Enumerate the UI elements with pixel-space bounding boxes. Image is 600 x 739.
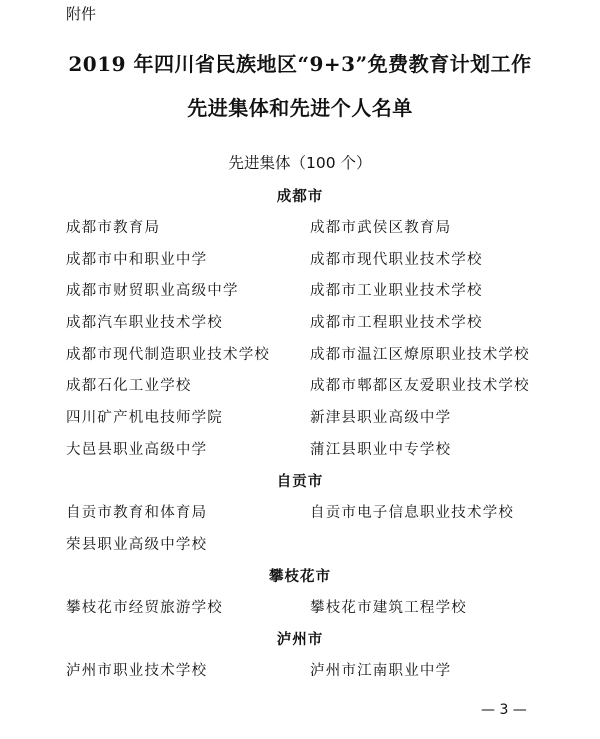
unit-row — [0, 248, 600, 270]
unit-name: 成都汽车职业技术学校 — [66, 315, 223, 331]
unit-row — [0, 343, 600, 365]
page-number: — 3 — — [481, 702, 527, 718]
unit-row — [0, 216, 600, 238]
unit-name: 自贡市教育和体育局 — [66, 505, 208, 521]
unit-name: 成都市工程职业技术学校 — [310, 315, 483, 331]
unit-row — [0, 533, 600, 555]
unit-row — [0, 659, 600, 681]
unit-name: 荣县职业高级中学校 — [66, 537, 208, 553]
unit-name: 蒲江县职业中专学校 — [310, 442, 452, 458]
unit-name: 成都市工业职业技术学校 — [310, 283, 483, 299]
unit-row — [0, 406, 600, 428]
unit-name: 成都市财贸职业高级中学 — [66, 283, 239, 299]
unit-row — [0, 311, 600, 333]
unit-name: 攀枝花市建筑工程学校 — [310, 600, 467, 616]
annex-label: 附件 — [66, 5, 97, 23]
unit-name: 成都市武侯区教育局 — [310, 220, 452, 236]
document-title-line-2: 先进集体和先进个人名单 — [187, 96, 413, 120]
unit-name: 四川矿产机电技师学院 — [66, 410, 223, 426]
unit-name: 大邑县职业高级中学 — [66, 442, 208, 458]
unit-row — [0, 501, 600, 523]
city-heading-luzhou: 泸州市 — [276, 632, 324, 648]
unit-row — [0, 374, 600, 396]
unit-name: 攀枝花市经贸旅游学校 — [66, 600, 223, 616]
unit-row — [0, 279, 600, 301]
city-heading-chengdu: 成都市 — [276, 189, 324, 205]
unit-name: 成都市温江区燎原职业技术学校 — [310, 347, 530, 363]
unit-name: 成都市现代制造职业技术学校 — [66, 347, 271, 363]
unit-name: 自贡市电子信息职业技术学校 — [310, 505, 515, 521]
unit-name: 成都市郫都区友爱职业技术学校 — [310, 378, 530, 394]
unit-row — [0, 438, 600, 460]
unit-row — [0, 596, 600, 618]
city-heading-zigong: 自贡市 — [276, 474, 324, 490]
unit-name: 泸州市江南职业中学 — [310, 663, 452, 679]
document-title-line-1: 2019 年四川省民族地区“9+3”免费教育计划工作 — [68, 52, 532, 76]
city-heading-panzhihua: 攀枝花市 — [269, 569, 331, 585]
unit-name: 成都市现代职业技术学校 — [310, 252, 483, 268]
section-heading: 先进集体（100 个） — [228, 154, 372, 172]
unit-name: 成都市中和职业中学 — [66, 252, 208, 268]
unit-name: 泸州市职业技术学校 — [66, 663, 208, 679]
unit-name: 成都市教育局 — [66, 220, 161, 236]
unit-name: 新津县职业高级中学 — [310, 410, 452, 426]
unit-name: 成都石化工业学校 — [66, 378, 192, 394]
